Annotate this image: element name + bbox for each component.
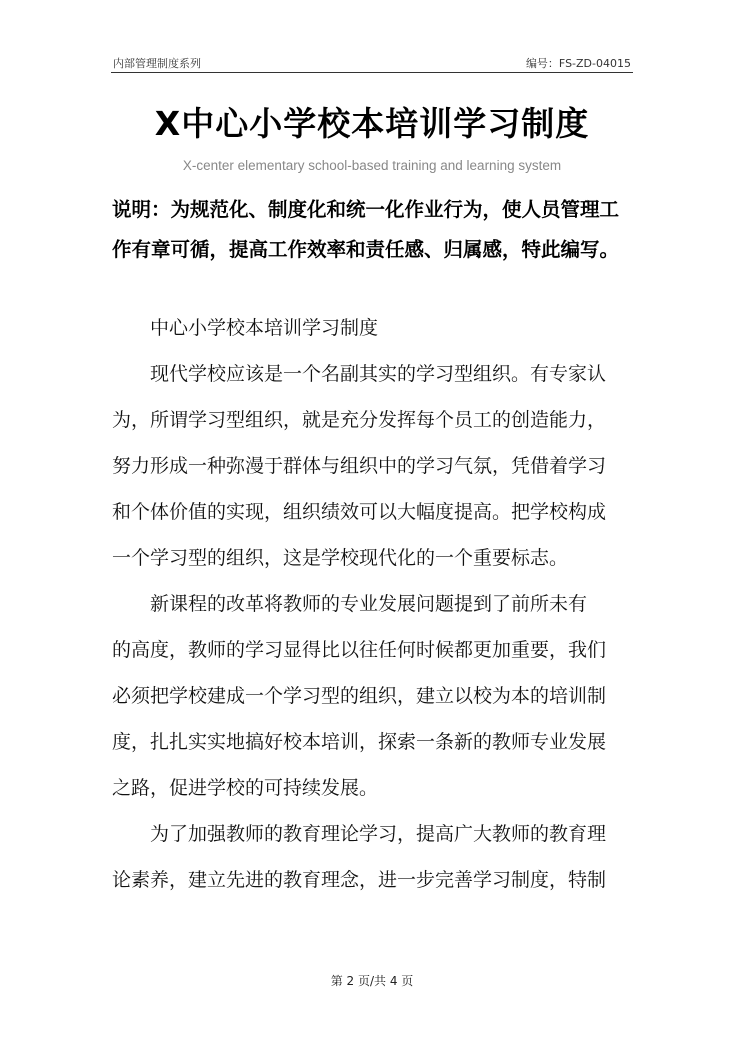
intro-line: 说明：为规范化、制度化和统一化作业行为，使人员管理工	[112, 198, 620, 221]
paragraph-line: 度，扎扎实实地搞好校本培训，探索一条新的教师专业发展	[112, 731, 607, 753]
paragraph-line: 和个体价值的实现，组织绩效可以大幅度提高。把学校构成	[112, 501, 607, 523]
paragraph-line: 论素养，建立先进的教育理念，进一步完善学习制度，特制	[112, 869, 607, 891]
paragraph-line: 为了加强教师的教育理论学习，提高广大教师的教育理	[150, 823, 607, 845]
intro-statement	[112, 190, 642, 270]
intro-line: 作有章可循，提高工作效率和责任感、归属感，特此编写。	[112, 238, 620, 261]
paragraph-line: 的高度，教师的学习显得比以往任何时候都更加重要，我们	[112, 639, 607, 661]
page-header	[111, 52, 633, 73]
document-subtitle: X-center elementary school-based training and learning system	[182, 158, 562, 173]
page-number: 第 2 页/共 4 页	[330, 974, 414, 988]
body-heading: 中心小学校本培训学习制度	[150, 317, 379, 339]
paragraph-line: 努力形成一种弥漫于群体与组织中的学习气氛，凭借着学习	[112, 455, 607, 477]
paragraph-line: 新课程的改革将教师的专业发展问题提到了前所未有	[150, 593, 588, 615]
paragraph-line: 之路，促进学校的可持续发展。	[112, 777, 379, 799]
paragraph-line: 现代学校应该是一个名副其实的学习型组织。有专家认	[150, 363, 607, 385]
document-title: X中心小学校本培训学习制度	[154, 104, 590, 143]
paragraph-line: 一个学习型的组织，这是学校现代化的一个重要标志。	[112, 547, 569, 569]
page-footer	[0, 972, 744, 989]
paragraph-line: 必须把学校建成一个学习型的组织，建立以校为本的培训制	[112, 685, 607, 707]
header-series-label: 内部管理制度系列	[113, 57, 201, 70]
paragraph-line: 为，所谓学习型组织，就是充分发挥每个员工的创造能力，	[112, 409, 607, 431]
header-document-number: 编号：FS-ZD-04015	[525, 57, 631, 70]
document-body	[112, 305, 652, 903]
